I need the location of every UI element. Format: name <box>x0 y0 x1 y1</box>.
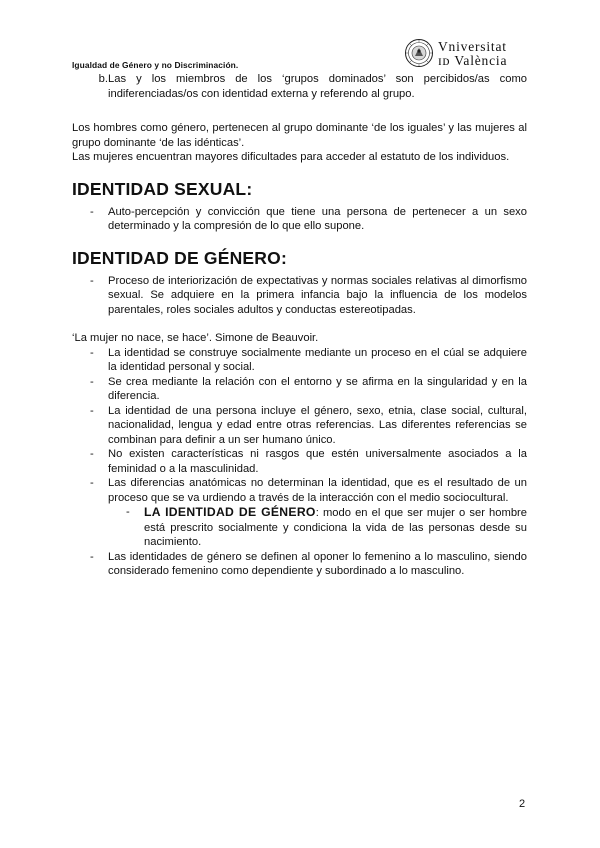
list-item-text: Auto-percepción y convicción que tiene una persona de pertenecer a un sexo determinado y la compresión de lo que ello supone. <box>108 205 527 232</box>
list-marker: b. <box>98 73 108 85</box>
list-item-b <box>72 72 527 101</box>
paragraph-difficulties: Las mujeres encuentran mayores dificultades para acceder al estatuto de los individuos. <box>72 151 510 163</box>
list-item <box>72 404 527 448</box>
sub-list-item <box>72 505 527 550</box>
paragraph-groups: Los hombres como género, pertenecen al grupo dominante ‘de los iguales’ y las mujeres al grupo dominante ‘de las idénticas’. <box>72 122 527 149</box>
list-item <box>72 375 527 404</box>
bullet-dash: - <box>90 346 94 359</box>
list-item <box>72 476 527 505</box>
list-item-text: La identidad de una persona incluye el género, sexo, etnia, clase social, cultural, nacionalidad, lengua y edad entre otras referencias. Las diferentes referencias se combinan para definir a un ser humano único. <box>108 404 527 446</box>
bullet-dash: - <box>126 506 130 518</box>
list-item <box>72 274 527 318</box>
list-item <box>72 550 527 579</box>
bullet-dash: - <box>90 404 94 417</box>
bullet-dash: - <box>90 448 94 460</box>
beauvoir-quote: ‘La mujer no nace, se hace’. Simone de Beauvoir. <box>72 332 319 344</box>
document-body <box>72 72 527 579</box>
term-definition: : modo en el que ser mujer o ser hombre está prescrito socialmente y condiciona la vida de las personas desde su nacimiento. <box>144 507 527 548</box>
page-number: 2 <box>519 798 526 810</box>
list-item-text: La identidad se construye socialmente mediante un proceso en el cúal se adquiere la identidad personal y social. <box>108 346 527 373</box>
list-item <box>72 205 527 234</box>
sub-list-item-text <box>144 505 527 550</box>
bullet-dash: - <box>90 477 94 489</box>
list-item-text: Proceso de interiorización de expectativas y normas sociales relativas al dimorfismo sexual. Se adquiere en la primera infancia bajo la influencia de los modelos parentales, roles sociales adultos y conductas estereotipadas. <box>108 274 527 316</box>
bullet-dash: - <box>90 274 94 287</box>
list-item-text: Las diferencias anatómicas no determinan la identidad, que es el resultado de un proceso que se va urdiendo a través de la interacción con el medio sociocultural. <box>108 477 527 504</box>
university-seal-icon <box>404 38 434 68</box>
list-item-text: No existen características ni rasgos que estén universalmente asociados a la feminidad o a la masculinidad. <box>108 448 527 475</box>
bullet-dash: - <box>90 205 94 218</box>
bullet-dash: - <box>90 375 94 388</box>
list-item-text: Se crea mediante la relación con el entorno y se afirma en la singularidad y en la diferencia. <box>108 375 527 402</box>
heading-identidad-genero: IDENTIDAD DE GÉNERO: <box>72 247 287 268</box>
list-item <box>72 447 527 476</box>
running-title: Igualdad de Género y no Discriminación. <box>72 60 239 70</box>
list-item <box>72 346 527 375</box>
list-item-text: Las y los miembros de los ‘grupos dominados’ son percibidos/as como indiferenciadas/os con identidad externa y referendo al grupo. <box>108 73 527 100</box>
term-identidad-genero: LA IDENTIDAD DE GÉNERO <box>144 505 316 519</box>
logo-wordmark: Vniversitat ɪᴅ València <box>438 39 508 68</box>
university-logo <box>404 38 534 70</box>
heading-identidad-sexual: IDENTIDAD SEXUAL: <box>72 178 253 199</box>
list-item-text: Las identidades de género se definen al oponer lo femenino a lo masculino, siendo considerado femenino como dependiente y subordinado a lo masculino. <box>108 550 527 577</box>
bullet-dash: - <box>90 550 94 563</box>
